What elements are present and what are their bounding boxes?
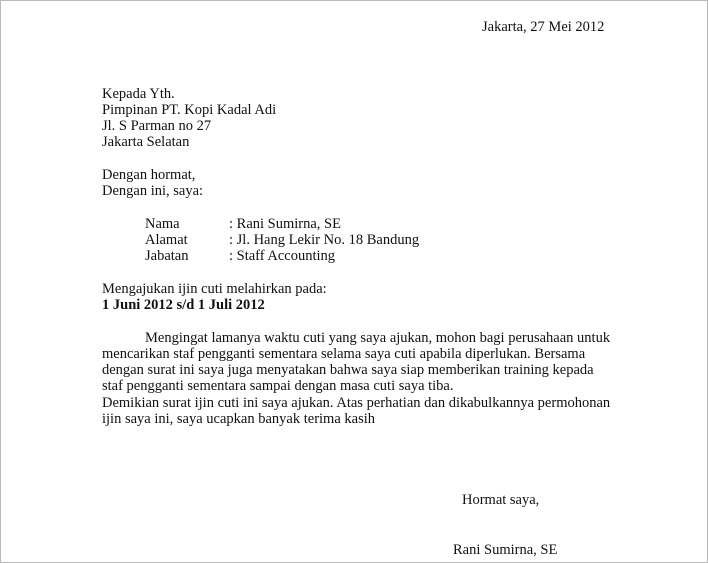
- identity-row: [145, 216, 341, 233]
- signature-name: Rani Sumirna, SE: [453, 542, 558, 558]
- place-date: Jakarta, 27 Mei 2012: [482, 19, 605, 35]
- identity-value: : Staff Accounting: [229, 248, 336, 264]
- leave-period: 1 Juni 2012 s/d 1 Juli 2012: [102, 297, 265, 313]
- body-line: Mengingat lamanya waktu cuti yang saya ajukan, mohon bagi perusahaan untuk: [145, 330, 611, 346]
- greeting: Dengan hormat,: [102, 167, 196, 183]
- identity-label: Nama: [145, 216, 180, 232]
- identity-value: : Rani Sumirna, SE: [229, 216, 341, 232]
- body-line: ijin saya ini, saya ucapkan banyak terima kasih: [102, 411, 375, 427]
- identity-label: Jabatan: [145, 248, 189, 264]
- recipient-line: Jakarta Selatan: [102, 134, 190, 150]
- body-line: dengan surat ini saya juga menyatakan bahwa saya siap memberikan training kepada: [102, 362, 594, 378]
- intro-text: Dengan ini, saya:: [102, 183, 204, 199]
- closing: Hormat saya,: [462, 492, 540, 508]
- recipient-line: Jl. S Parman no 27: [102, 118, 212, 134]
- recipient-line: Kepada Yth.: [102, 86, 175, 102]
- identity-row: [145, 232, 419, 249]
- body-line: Demikian surat ijin cuti ini saya ajukan. Atas perhatian dan dikabulkannya permohonan: [102, 395, 611, 411]
- recipient-line: Pimpinan PT. Kopi Kadal Adi: [102, 102, 277, 118]
- body-line: staf pengganti sementara sampai dengan masa cuti saya tiba.: [102, 378, 454, 394]
- request-text: Mengajukan ijin cuti melahirkan pada:: [102, 281, 327, 297]
- body-line: mencarikan staf pengganti sementara selama saya cuti apabila diperlukan. Bersama: [102, 346, 586, 362]
- identity-label: Alamat: [145, 232, 188, 248]
- identity-value: : Jl. Hang Lekir No. 18 Bandung: [229, 232, 420, 248]
- identity-row: [145, 248, 335, 265]
